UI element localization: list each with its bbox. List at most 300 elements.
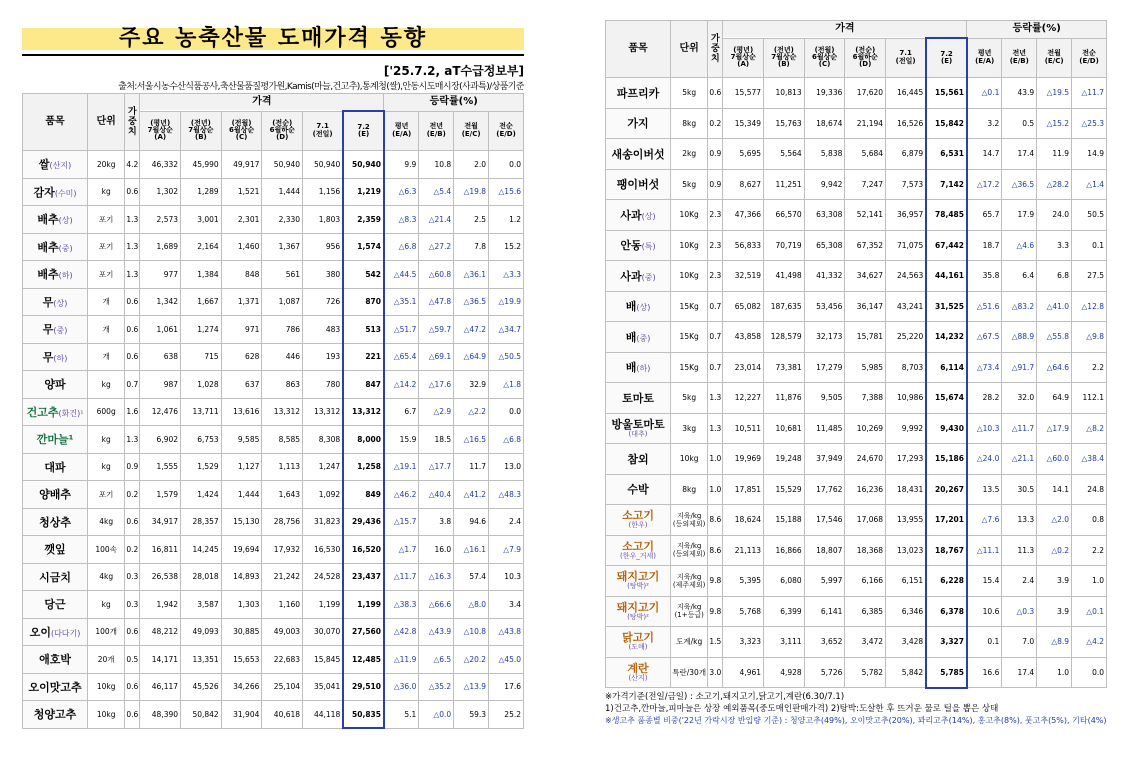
- rate-value: △13.9: [454, 673, 489, 701]
- item-weight: 1.3: [708, 383, 723, 414]
- price-value: 977: [140, 261, 181, 289]
- price-value: 6,166: [845, 566, 886, 597]
- table-row: [606, 352, 1107, 383]
- item-name: 배추(중): [23, 233, 88, 261]
- table-row: [606, 108, 1107, 139]
- price-value: 13,616: [221, 398, 262, 426]
- item-name: 수박: [606, 474, 671, 505]
- rate-value: 10.6: [967, 596, 1002, 627]
- price-value: 15,842: [926, 108, 967, 139]
- price-value: 29,436: [343, 508, 384, 536]
- price-value: 5,785: [926, 657, 967, 688]
- rate-value: △73.4: [967, 352, 1002, 383]
- header-col-4: 7.1 (전일): [886, 38, 927, 78]
- item-name: 돼지고기 (탕박)²: [606, 596, 671, 627]
- item-unit: kg: [88, 371, 125, 399]
- item-weight: 0.7: [125, 371, 140, 399]
- item-unit: kg: [88, 453, 125, 481]
- header-col-5: 7.2 (E): [926, 38, 967, 78]
- rate-value: △65.4: [384, 343, 419, 371]
- item-weight: 8.6: [708, 535, 723, 566]
- price-value: 28,357: [181, 508, 222, 536]
- price-value: 17,851: [723, 474, 764, 505]
- price-value: 23,437: [343, 563, 384, 591]
- price-value: 1,061: [140, 316, 181, 344]
- rate-value: △25.3: [1072, 108, 1107, 139]
- price-value: 1,302: [140, 178, 181, 206]
- item-unit: 20kg: [88, 151, 125, 179]
- price-value: 2,573: [140, 206, 181, 234]
- price-value: 9,585: [221, 426, 262, 454]
- rate-value: 0.0: [489, 398, 524, 426]
- item-name: 팽이버섯: [606, 169, 671, 200]
- header-col-7: 전년 (E/B): [419, 111, 454, 151]
- rate-value: 10.8: [419, 151, 454, 179]
- rate-value: 17.9: [1002, 200, 1037, 231]
- item-weight: 0.6: [125, 618, 140, 646]
- price-value: 1,444: [221, 481, 262, 509]
- price-value: 30,885: [221, 618, 262, 646]
- price-value: 43,241: [886, 291, 927, 322]
- header-col-8: 전월 (E/C): [454, 111, 489, 151]
- rate-value: 59.3: [454, 701, 489, 729]
- item-unit: kg: [88, 426, 125, 454]
- price-value: 1,258: [343, 453, 384, 481]
- item-weight: 0.2: [125, 536, 140, 564]
- price-value: 5,985: [845, 352, 886, 383]
- rate-value: △88.9: [1002, 322, 1037, 353]
- price-value: 2,164: [181, 233, 222, 261]
- item-weight: 1.3: [125, 261, 140, 289]
- price-value: 10,269: [845, 413, 886, 444]
- rate-value: 3.8: [419, 508, 454, 536]
- item-weight: 3.0: [708, 657, 723, 688]
- header-col-1: (전년) 7월상순 (B): [181, 111, 222, 151]
- price-value: 15,845: [303, 646, 344, 674]
- price-value: 14,171: [140, 646, 181, 674]
- rate-value: △10.8: [454, 618, 489, 646]
- price-value: 1,529: [181, 453, 222, 481]
- item-weight: 1.3: [125, 233, 140, 261]
- item-name: 배(하): [606, 352, 671, 383]
- price-value: 35,041: [303, 673, 344, 701]
- rate-value: △3.3: [489, 261, 524, 289]
- item-unit: 4kg: [88, 508, 125, 536]
- item-weight: 1.0: [708, 444, 723, 475]
- price-value: 786: [262, 316, 303, 344]
- rate-value: 0.1: [1072, 230, 1107, 261]
- price-value: 17,620: [845, 78, 886, 109]
- price-value: 15,529: [764, 474, 805, 505]
- item-unit: 15Kg: [671, 322, 708, 353]
- item-weight: 0.6: [125, 178, 140, 206]
- price-value: 15,674: [926, 383, 967, 414]
- table-row: [606, 169, 1107, 200]
- source-note: 출처:서울시농수산식품공사,축산물품질평가원,Kamis(마늘,건고추),통계청(쌀),안동시도매시장(사과특)/상품기준: [118, 82, 524, 92]
- item-unit: 10kg: [88, 673, 125, 701]
- item-name: 사과(상): [606, 200, 671, 231]
- rate-value: 17.6: [489, 673, 524, 701]
- rate-value: △66.6: [419, 591, 454, 619]
- rate-value: △47.2: [454, 316, 489, 344]
- rate-value: △35.2: [419, 673, 454, 701]
- price-value: 870: [343, 288, 384, 316]
- table-row: [606, 413, 1107, 444]
- price-value: 3,428: [886, 627, 927, 658]
- price-value: 3,472: [845, 627, 886, 658]
- rate-value: △8.3: [384, 206, 419, 234]
- item-unit: 지육/kg (1+등급): [671, 596, 708, 627]
- rate-value: △12.8: [1072, 291, 1107, 322]
- rate-value: 17.4: [1002, 139, 1037, 170]
- price-value: 67,352: [845, 230, 886, 261]
- item-unit: 포기: [88, 206, 125, 234]
- price-value: 13,023: [886, 535, 927, 566]
- rate-value: 15.9: [384, 426, 419, 454]
- table-row: [23, 481, 524, 509]
- rate-value: △4.6: [1002, 230, 1037, 261]
- price-value: 31,823: [303, 508, 344, 536]
- rate-value: △36.0: [384, 673, 419, 701]
- price-value: 18,624: [723, 505, 764, 536]
- price-value: 13,351: [181, 646, 222, 674]
- price-value: 50,842: [181, 701, 222, 729]
- price-value: 6,228: [926, 566, 967, 597]
- item-weight: 0.7: [708, 352, 723, 383]
- item-name: 쌀(산지): [23, 151, 88, 179]
- price-value: 1,667: [181, 288, 222, 316]
- rate-value: △36.5: [1002, 169, 1037, 200]
- rate-value: △4.2: [1072, 627, 1107, 658]
- rate-value: 1.0: [1072, 566, 1107, 597]
- rate-value: △43.8: [489, 618, 524, 646]
- item-weight: 1.0: [708, 474, 723, 505]
- rate-value: 7.8: [454, 233, 489, 261]
- table-row: [606, 657, 1107, 688]
- rate-value: △15.7: [384, 508, 419, 536]
- price-value: 41,498: [764, 261, 805, 292]
- rate-value: 17.4: [1002, 657, 1037, 688]
- price-value: 7,388: [845, 383, 886, 414]
- price-value: 1,444: [262, 178, 303, 206]
- price-value: 13,711: [181, 398, 222, 426]
- header-col-5: 7.2 (E): [343, 111, 384, 151]
- price-value: 12,227: [723, 383, 764, 414]
- rate-value: 64.9: [1037, 383, 1072, 414]
- price-value: 5,684: [845, 139, 886, 170]
- table-row: [23, 701, 524, 729]
- price-value: 18,767: [926, 535, 967, 566]
- table-row: [23, 591, 524, 619]
- price-value: 15,130: [221, 508, 262, 536]
- rate-value: △9.8: [1072, 322, 1107, 353]
- item-weight: 2.3: [708, 261, 723, 292]
- price-value: 1,342: [140, 288, 181, 316]
- price-value: 49,003: [262, 618, 303, 646]
- rate-value: △43.9: [419, 618, 454, 646]
- price-value: 14,232: [926, 322, 967, 353]
- item-weight: 0.7: [708, 291, 723, 322]
- table-row: [606, 383, 1107, 414]
- price-value: 49,093: [181, 618, 222, 646]
- rate-value: 2.4: [1002, 566, 1037, 597]
- rate-value: △19.9: [489, 288, 524, 316]
- rate-value: 6.8: [1037, 261, 1072, 292]
- price-value: 52,141: [845, 200, 886, 231]
- price-value: 13,955: [886, 505, 927, 536]
- header-col-0: (평년) 7월상순 (A): [723, 38, 764, 78]
- rate-value: △10.3: [967, 413, 1002, 444]
- rate-value: 11.7: [454, 453, 489, 481]
- rate-value: △64.6: [1037, 352, 1072, 383]
- item-name: 무(중): [23, 316, 88, 344]
- rate-value: △69.1: [419, 343, 454, 371]
- header-col-4: 7.1 (전일): [303, 111, 344, 151]
- table-row: [606, 230, 1107, 261]
- price-value: 12,485: [343, 646, 384, 674]
- rate-value: △1.4: [1072, 169, 1107, 200]
- rate-value: 25.2: [489, 701, 524, 729]
- item-name: 애호박: [23, 646, 88, 674]
- item-unit: 15Kg: [671, 291, 708, 322]
- rate-value: 13.0: [489, 453, 524, 481]
- rate-value: 28.2: [967, 383, 1002, 414]
- item-name: 새송이버섯: [606, 139, 671, 170]
- price-value: 50,940: [262, 151, 303, 179]
- table-row: [23, 261, 524, 289]
- item-name: 감자(수미): [23, 178, 88, 206]
- rate-value: △7.9: [489, 536, 524, 564]
- item-weight: 0.6: [125, 343, 140, 371]
- item-name: 오이(다다기): [23, 618, 88, 646]
- table-row: [23, 398, 524, 426]
- item-weight: 0.2: [708, 108, 723, 139]
- item-weight: 9.8: [708, 596, 723, 627]
- item-name: 배(상): [606, 291, 671, 322]
- rate-value: 7.0: [1002, 627, 1037, 658]
- price-value: 1,689: [140, 233, 181, 261]
- price-value: 16,445: [886, 78, 927, 109]
- price-value: 17,293: [886, 444, 927, 475]
- rate-value: 2.4: [489, 508, 524, 536]
- price-value: 17,201: [926, 505, 967, 536]
- rate-value: △16.3: [419, 563, 454, 591]
- header-col-2: (전월) 6월상순 (C): [221, 111, 262, 151]
- rate-value: △0.1: [1072, 596, 1107, 627]
- rate-value: 35.8: [967, 261, 1002, 292]
- rate-value: △38.3: [384, 591, 419, 619]
- price-value: 1,367: [262, 233, 303, 261]
- rate-value: 1.0: [1037, 657, 1072, 688]
- item-unit: 5kg: [671, 169, 708, 200]
- price-value: 3,111: [764, 627, 805, 658]
- price-value: 24,563: [886, 261, 927, 292]
- price-value: 6,151: [886, 566, 927, 597]
- rate-value: △45.0: [489, 646, 524, 674]
- price-value: 32,519: [723, 261, 764, 292]
- price-value: 1,127: [221, 453, 262, 481]
- price-value: 3,001: [181, 206, 222, 234]
- price-value: 7,142: [926, 169, 967, 200]
- rate-value: △8.2: [1072, 413, 1107, 444]
- price-value: 53,456: [804, 291, 845, 322]
- price-value: 18,368: [845, 535, 886, 566]
- item-unit: 20개: [88, 646, 125, 674]
- price-value: 8,308: [303, 426, 344, 454]
- item-weight: 0.6: [125, 701, 140, 729]
- rate-value: △16.5: [454, 426, 489, 454]
- rate-value: △11.7: [384, 563, 419, 591]
- price-value: 13,312: [262, 398, 303, 426]
- price-value: 19,694: [221, 536, 262, 564]
- price-value: 21,113: [723, 535, 764, 566]
- price-value: 1,156: [303, 178, 344, 206]
- header-unit: 단위: [88, 94, 125, 151]
- price-value: 28,756: [262, 508, 303, 536]
- rate-value: 1.2: [489, 206, 524, 234]
- item-unit: 지육/kg (등외제외): [671, 535, 708, 566]
- price-value: 10,511: [723, 413, 764, 444]
- rate-value: △17.2: [967, 169, 1002, 200]
- header-item: 품목: [606, 21, 671, 78]
- footnote-pepper-share: ※생고추 품종별 비중('22년 가락시장 반입량 기준) : 청양고추(49%), 오이맛고추(20%), 꽈리고추(14%), 홍고추(8%), 풋고추(5%), 기타(4%): [605, 715, 1107, 725]
- price-value: 24,670: [845, 444, 886, 475]
- price-value: 15,577: [723, 78, 764, 109]
- table-row: [23, 206, 524, 234]
- price-value: 780: [303, 371, 344, 399]
- item-weight: 0.7: [708, 322, 723, 353]
- price-value: 18,674: [804, 108, 845, 139]
- rate-value: △60.0: [1037, 444, 1072, 475]
- rate-value: △41.2: [454, 481, 489, 509]
- rate-value: 14.9: [1072, 139, 1107, 170]
- report-date: ['25.7.2, aT수급정보부]: [383, 64, 524, 78]
- price-value: 1,460: [221, 233, 262, 261]
- table-row: [606, 474, 1107, 505]
- price-value: 78,485: [926, 200, 967, 231]
- page-title: 주요 농축산물 도매가격 동향: [22, 24, 524, 56]
- rate-value: △20.2: [454, 646, 489, 674]
- price-value: 4,928: [764, 657, 805, 688]
- table-row: [23, 316, 524, 344]
- price-value: 26,538: [140, 563, 181, 591]
- item-weight: 8.6: [708, 505, 723, 536]
- price-value: 16,526: [886, 108, 927, 139]
- rate-value: △24.0: [967, 444, 1002, 475]
- price-value: 16,236: [845, 474, 886, 505]
- rate-value: △0.2: [1037, 535, 1072, 566]
- rate-value: △17.7: [419, 453, 454, 481]
- price-value: 25,220: [886, 322, 927, 353]
- rate-value: △2.2: [454, 398, 489, 426]
- rate-value: △1.8: [489, 371, 524, 399]
- price-value: 17,932: [262, 536, 303, 564]
- price-value: 1,199: [303, 591, 344, 619]
- price-value: 849: [343, 481, 384, 509]
- table-row: [23, 536, 524, 564]
- price-value: 6,385: [845, 596, 886, 627]
- rate-value: △11.1: [967, 535, 1002, 566]
- rate-value: △36.5: [454, 288, 489, 316]
- price-value: 14,245: [181, 536, 222, 564]
- rate-value: △28.2: [1037, 169, 1072, 200]
- price-value: 5,838: [804, 139, 845, 170]
- item-name: 무(상): [23, 288, 88, 316]
- price-value: 11,876: [764, 383, 805, 414]
- rate-value: 24.0: [1037, 200, 1072, 231]
- price-value: 6,141: [804, 596, 845, 627]
- price-value: 9,992: [886, 413, 927, 444]
- price-value: 715: [181, 343, 222, 371]
- item-weight: 9.8: [708, 566, 723, 597]
- table-row: [606, 566, 1107, 597]
- item-weight: 2.3: [708, 200, 723, 231]
- left-panel: [22, 24, 524, 729]
- price-value: 1,092: [303, 481, 344, 509]
- item-unit: 도계/kg: [671, 627, 708, 658]
- price-value: 8,627: [723, 169, 764, 200]
- price-value: 31,904: [221, 701, 262, 729]
- item-weight: 2.3: [708, 230, 723, 261]
- header-col-9: 전순 (E/D): [489, 111, 524, 151]
- price-value: 15,186: [926, 444, 967, 475]
- price-value: 15,653: [221, 646, 262, 674]
- price-value: 1,384: [181, 261, 222, 289]
- item-name: 깐마늘¹: [23, 426, 88, 454]
- header-rate: 등락률(%): [967, 21, 1107, 39]
- price-value: 193: [303, 343, 344, 371]
- rate-value: 3.3: [1037, 230, 1072, 261]
- price-value: 6,879: [886, 139, 927, 170]
- price-value: 726: [303, 288, 344, 316]
- price-table-left: [22, 93, 524, 729]
- price-value: 45,990: [181, 151, 222, 179]
- rate-value: 50.5: [1072, 200, 1107, 231]
- item-weight: 1.5: [708, 627, 723, 658]
- price-value: 15,188: [764, 505, 805, 536]
- rate-value: △21.1: [1002, 444, 1037, 475]
- rate-value: △17.6: [419, 371, 454, 399]
- price-value: 13,312: [303, 398, 344, 426]
- rate-value: △11.7: [1002, 413, 1037, 444]
- rate-value: △91.7: [1002, 352, 1037, 383]
- price-value: 23,014: [723, 352, 764, 383]
- price-value: 9,505: [804, 383, 845, 414]
- price-value: 221: [343, 343, 384, 371]
- item-weight: 1.6: [125, 398, 140, 426]
- rate-value: △11.9: [384, 646, 419, 674]
- rate-value: △42.8: [384, 618, 419, 646]
- rate-value: 24.8: [1072, 474, 1107, 505]
- price-value: 2,359: [343, 206, 384, 234]
- price-value: 128,579: [764, 322, 805, 353]
- price-value: 17,546: [804, 505, 845, 536]
- price-value: 847: [343, 371, 384, 399]
- rate-value: △6.3: [384, 178, 419, 206]
- rate-value: △8.0: [454, 591, 489, 619]
- price-value: 1,087: [262, 288, 303, 316]
- rate-value: △8.9: [1037, 627, 1072, 658]
- price-value: 2,301: [221, 206, 262, 234]
- item-weight: 1.3: [125, 206, 140, 234]
- price-value: 7,247: [845, 169, 886, 200]
- rate-value: △21.4: [419, 206, 454, 234]
- table-row: [606, 291, 1107, 322]
- rate-value: 27.5: [1072, 261, 1107, 292]
- price-value: 50,940: [303, 151, 344, 179]
- rate-value: 3.9: [1037, 596, 1072, 627]
- item-unit: 개: [88, 288, 125, 316]
